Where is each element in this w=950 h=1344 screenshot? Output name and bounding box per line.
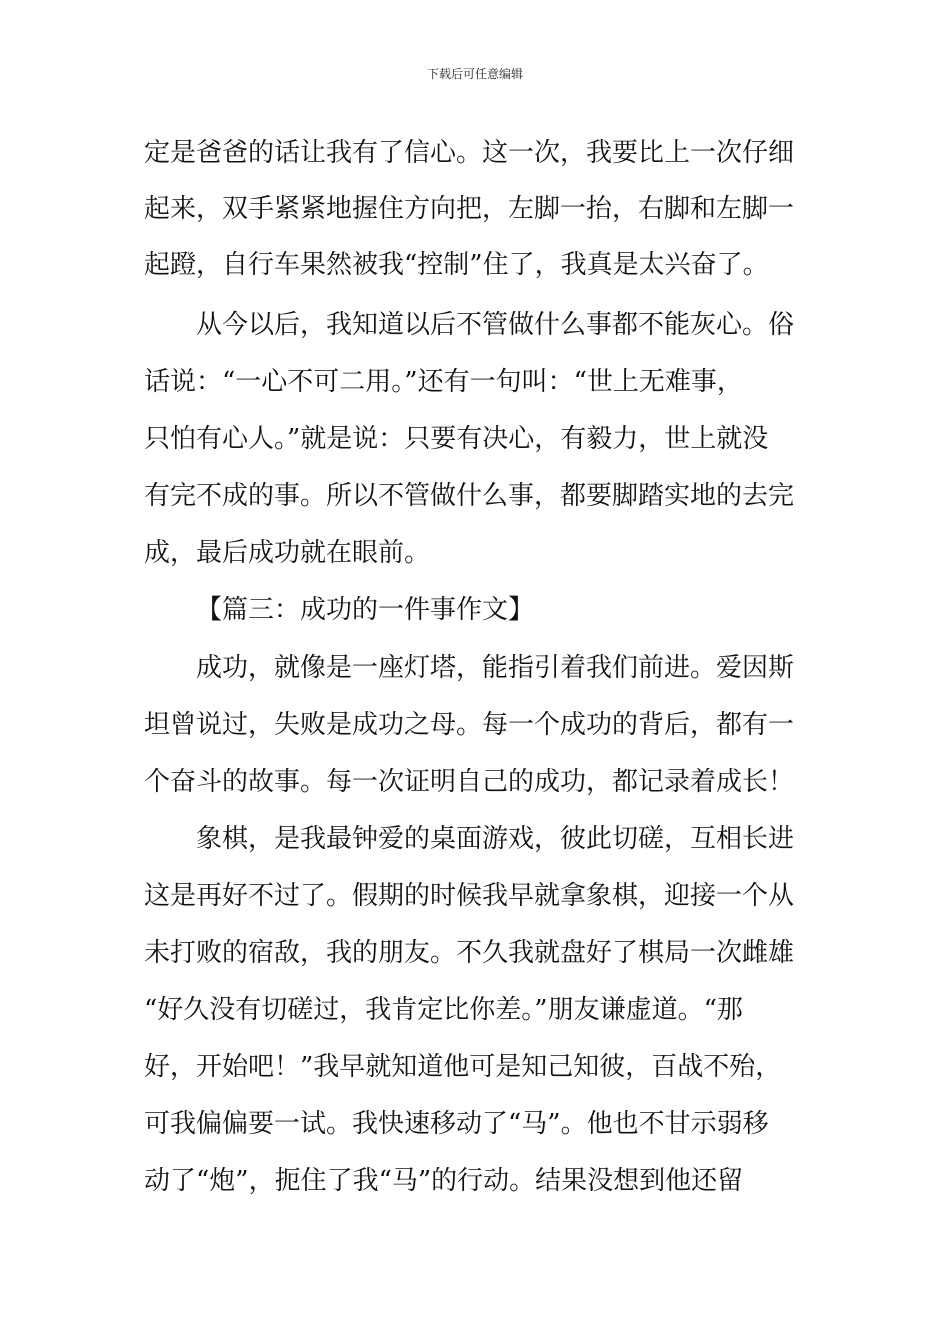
paragraph-start-line: 象棋，是我最钟爱的桌面游戏，彼此切磋，互相长进 [196,824,795,854]
text-line: 这是再好不过了。假期的时候我早就拿象棋，迎接一个从 [144,881,795,911]
text-line: 起来，双手紧紧地握住方向把，左脚一抬，右脚和左脚一 [144,194,795,224]
text-line: 话说：“一心不可二用。”还有一句叫：“世上无难事， [144,367,743,397]
text-line: “好久没有切磋过，我肯定比你差。”朋友谦虚道。“那 [144,995,743,1025]
text-line: 未打败的宿敌，我的朋友。不久我就盘好了棋局一次雌雄 [144,938,795,968]
text-line: 有完不成的事。所以不管做什么事，都要脚踏实地的去完 [144,481,795,511]
text-line: 定是爸爸的话让我有了信心。这一次，我要比上一次仔细 [144,138,795,168]
section-heading: 【篇三：成功的一件事作文】 [196,595,535,625]
page-header: 下载后可任意编辑 [426,67,523,81]
paragraph-start-line: 从今以后，我知道以后不管做什么事都不能灰心。俗 [196,310,795,340]
text-line: 坦曾说过，失败是成功之母。每一个成功的背后，都有一 [144,710,795,740]
text-line: 只怕有心人。”就是说：只要有决心，有毅力，世上就没 [144,424,769,454]
text-line: 动了“炮”，扼住了我“马”的行动。结果没想到他还留 [144,1166,744,1196]
text-line: 起蹬，自行车果然被我“控制”住了，我真是太兴奋了。 [144,250,769,280]
text-line: 可我偏偏要一试。我快速移动了“马”。他也不甘示弱移 [144,1109,769,1139]
paragraph-start-line: 成功，就像是一座灯塔，能指引着我们前进。爱因斯 [196,653,795,683]
text-line: 成，最后成功就在眼前。 [144,538,431,568]
text-line: 个奋斗的故事。每一次证明自己的成功，都记录着成长！ [144,767,795,797]
text-line: 好，开始吧！”我早就知道他可是知己知彼，百战不殆， [144,1052,782,1082]
